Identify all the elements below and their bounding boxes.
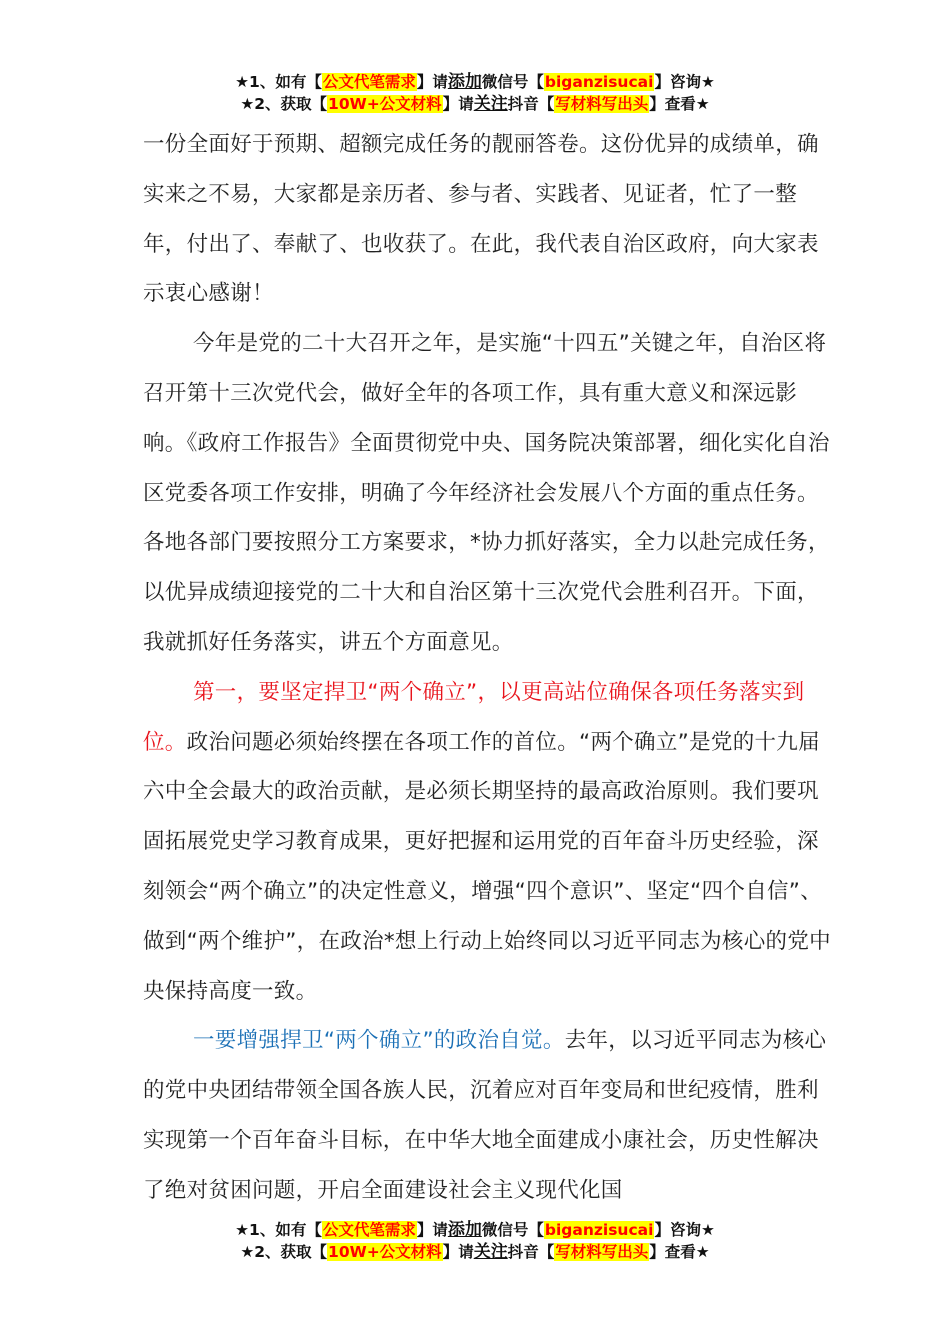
banner-line-1	[0, 1219, 950, 1241]
banner-text: 】查看	[649, 1243, 696, 1261]
star-icon: ★	[695, 95, 710, 113]
banner-text: 】请	[442, 1243, 474, 1261]
star-icon: ★	[695, 1243, 710, 1261]
paragraph-4	[143, 1016, 833, 1215]
banner-text: 】请	[416, 1221, 448, 1239]
star-icon: ★	[235, 73, 250, 91]
star-icon: ★	[235, 1221, 250, 1239]
underlined-text: 添加	[447, 72, 482, 92]
highlight-text: 公文代笔需求	[322, 1221, 416, 1239]
wechat-id: biganzisucai	[544, 1221, 654, 1239]
sub-heading-blue: 一要增强捍卫“两个确立”的政治自觉。	[193, 1028, 565, 1054]
paragraph-text: 政治问题必须始终摆在各项工作的首位。“两个确立”是党的十九届六中全会最大的政治贡献，是必须长期坚持的最高政治原则。我们要巩固拓展党史学习教育成果，更好把握和运用党的百年奋斗历史经验，深刻领会“两个确立”的决定性意义，增强“四个意识”、坚定“四个自信”、做到“两个维护”，在政治*想上行动上始终同以习近平同志为核心的党中央保持高度一致。	[143, 729, 831, 1004]
paragraph-3	[143, 668, 833, 1017]
douyin-id: 写材料写出头	[555, 95, 649, 113]
wechat-id: biganzisucai	[544, 73, 654, 91]
banner-text: 抖音【	[507, 1243, 555, 1261]
underlined-text: 关注	[473, 94, 508, 114]
highlight-text: 10W+公文材料	[328, 1243, 442, 1261]
banner-text: 微信号【	[481, 1221, 544, 1239]
banner-text: 】咨询	[654, 73, 701, 91]
banner-text: 】请	[442, 95, 474, 113]
header-banner	[0, 71, 950, 115]
banner-line-2	[0, 1241, 950, 1263]
star-icon: ★	[700, 73, 715, 91]
banner-text: 1、如有【	[249, 1221, 322, 1239]
banner-text: 】查看	[649, 95, 696, 113]
paragraph-1: 一份全面好于预期、超额完成任务的靓丽答卷。这份优异的成绩单，确实来之不易，大家都是亲历者、参与者、实践者、见证者，忙了一整年，付出了、奉献了、也收获了。在此，我代表自治区政府，向大家表示衷心感谢！	[143, 132, 819, 307]
highlight-text: 10W+公文材料	[328, 95, 442, 113]
banner-line-1	[0, 71, 950, 93]
banner-text: 2、获取【	[254, 95, 328, 113]
highlight-text: 公文代笔需求	[322, 73, 416, 91]
banner-text: 抖音【	[507, 95, 555, 113]
star-icon: ★	[700, 1221, 715, 1239]
banner-line-2	[0, 93, 950, 115]
star-icon: ★	[240, 95, 255, 113]
paragraph-text: 去年，以习近平同志为核心的党中央团结带领全国各族人民，沉着应对百年变局和世纪疫情，胜利实现第一个百年奋斗目标，在中华大地全面建成小康社会，历史性解决了绝对贫困问题，开启全面建设社会主义现代化国	[143, 1028, 827, 1203]
underlined-text: 添加	[447, 1220, 482, 1240]
banner-text: 1、如有【	[249, 73, 322, 91]
douyin-id: 写材料写出头	[555, 1243, 649, 1261]
paragraph-2: 今年是党的二十大召开之年，是实施“十四五”关键之年，自治区将召开第十三次党代会，做好全年的各项工作，具有重大意义和深远影响。《政府工作报告》全面贯彻党中央、国务院决策部署，细化实化自治区党委各项工作安排，明确了今年经济社会发展八个方面的重点任务。各地各部门要按照分工方案要求，*协力抓好落实，全力以赴完成任务，以优异成绩迎接党的二十大和自治区第十三次党代会胜利召开。下面，我就抓好任务落实，讲五个方面意见。	[143, 331, 830, 655]
banner-text: 2、获取【	[254, 1243, 328, 1261]
section-heading-red: 第一，要坚定捍卫“两个确立”，以更高站位确保各项任务落实到位。	[143, 679, 805, 755]
banner-text: 微信号【	[481, 73, 544, 91]
document-body	[143, 120, 833, 1216]
footer-banner	[0, 1219, 950, 1263]
banner-text: 】咨询	[654, 1221, 701, 1239]
star-icon: ★	[240, 1243, 255, 1261]
banner-text: 】请	[416, 73, 448, 91]
underlined-text: 关注	[473, 1242, 508, 1262]
